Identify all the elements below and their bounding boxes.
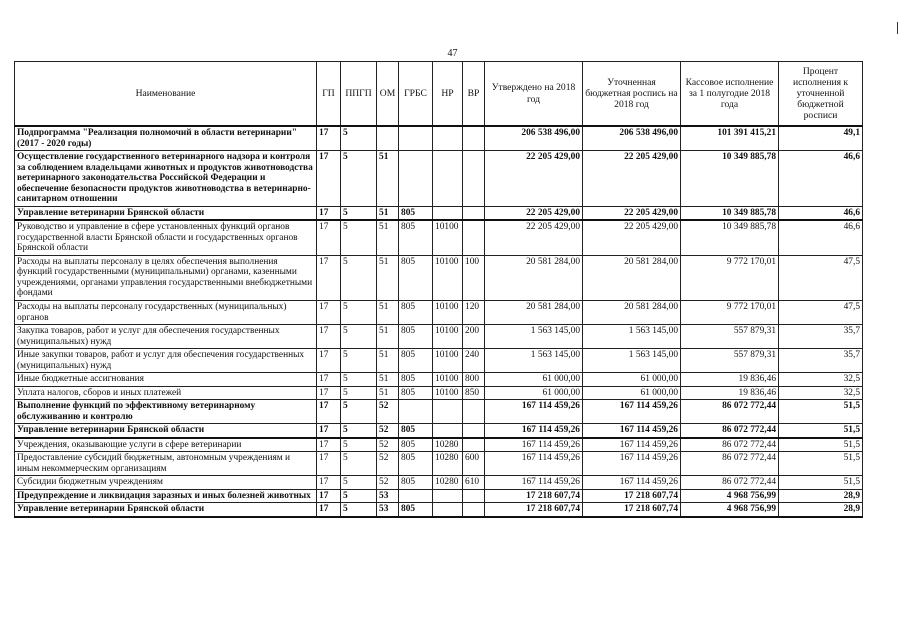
cell-name: Иные закупки товаров, работ и услуг для обеспечения государственных (муниципальных) нужд [15, 349, 317, 373]
cell-name: Расходы на выплаты персоналу государственных (муниципальных) органов [15, 300, 317, 324]
cell-cash: 4 968 756,99 [681, 503, 779, 517]
cell-grbs: 805 [399, 206, 433, 220]
cell-name: Руководство и управление в сфере установленных функций органов государственной власти Брянской области и государственных органов Брянской области [15, 220, 317, 255]
cell-approved: 17 218 607,74 [485, 489, 583, 503]
cell-percent: 51,5 [779, 476, 863, 490]
cell-nr: 10280 [433, 438, 463, 452]
cell-om: 52 [377, 424, 399, 438]
cell-grbs [399, 489, 433, 503]
cell-om: 52 [377, 400, 399, 424]
scan-edge-mark [897, 22, 898, 34]
cell-grbs: 805 [399, 349, 433, 373]
cell-percent: 51,5 [779, 438, 863, 452]
budget-execution-table [14, 61, 863, 518]
cell-percent: 28,9 [779, 503, 863, 517]
cell-name: Предупреждение и ликвидация заразных и иных болезней животных [15, 489, 317, 503]
cell-approved: 22 205 429,00 [485, 206, 583, 220]
cell-om: 51 [377, 220, 399, 255]
cell-percent: 46,6 [779, 220, 863, 255]
cell-nr: 10280 [433, 452, 463, 476]
cell-om: 52 [377, 476, 399, 490]
cell-refined: 61 000,00 [583, 386, 681, 400]
cell-refined: 22 205 429,00 [583, 151, 681, 207]
cell-cash: 9 772 170,01 [681, 255, 779, 300]
header-percent: Процент исполнения к уточненной бюджетной росписи [779, 62, 863, 127]
cell-gp: 17 [317, 489, 341, 503]
cell-gp: 17 [317, 325, 341, 349]
cell-cash: 19 836,46 [681, 373, 779, 387]
cell-vr [463, 400, 485, 424]
table-row [15, 373, 863, 387]
cell-gp: 17 [317, 220, 341, 255]
cell-cash: 19 836,46 [681, 386, 779, 400]
cell-ppgp: 5 [341, 373, 377, 387]
header-cash: Кассовое исполнение за 1 полугодие 2018 года [681, 62, 779, 127]
cell-percent: 32,5 [779, 373, 863, 387]
cell-refined: 61 000,00 [583, 373, 681, 387]
cell-om: 51 [377, 373, 399, 387]
cell-refined: 206 538 496,00 [583, 126, 681, 151]
cell-approved: 61 000,00 [485, 373, 583, 387]
cell-name: Уплата налогов, сборов и иных платежей [15, 386, 317, 400]
cell-approved: 22 205 429,00 [485, 220, 583, 255]
cell-ppgp: 5 [341, 220, 377, 255]
header-gp: ГП [317, 62, 341, 127]
cell-gp: 17 [317, 349, 341, 373]
cell-name: Учреждения, оказывающие услуги в сфере ветеринарии [15, 438, 317, 452]
cell-name: Подпрограмма "Реализация полномочий в области ветеринарии" (2017 - 2020 годы) [15, 126, 317, 151]
cell-ppgp: 5 [341, 151, 377, 207]
cell-percent: 46,6 [779, 151, 863, 207]
cell-approved: 167 114 459,26 [485, 424, 583, 438]
cell-grbs: 805 [399, 325, 433, 349]
cell-percent: 35,7 [779, 349, 863, 373]
cell-name: Расходы на выплаты персоналу в целях обеспечения выполнения функций государственными (муниципальными) органами, казенными учреждениями, органами управления государственными внебюджетными фондами [15, 255, 317, 300]
cell-ppgp: 5 [341, 349, 377, 373]
cell-name: Иные бюджетные ассигнования [15, 373, 317, 387]
table-row [15, 220, 863, 255]
cell-cash: 10 349 885,78 [681, 151, 779, 207]
table-row [15, 126, 863, 151]
cell-approved: 20 581 284,00 [485, 300, 583, 324]
cell-gp: 17 [317, 151, 341, 207]
cell-gp: 17 [317, 424, 341, 438]
cell-percent: 47,5 [779, 255, 863, 300]
cell-grbs: 805 [399, 220, 433, 255]
cell-approved: 167 114 459,26 [485, 476, 583, 490]
cell-gp: 17 [317, 400, 341, 424]
cell-nr: 10100 [433, 220, 463, 255]
cell-nr: 10100 [433, 300, 463, 324]
cell-approved: 20 581 284,00 [485, 255, 583, 300]
cell-cash: 101 391 415,21 [681, 126, 779, 151]
cell-vr: 120 [463, 300, 485, 324]
header-refined: Уточненная бюджетная роспись на 2018 год [583, 62, 681, 127]
cell-grbs: 805 [399, 373, 433, 387]
cell-vr: 610 [463, 476, 485, 490]
cell-om: 51 [377, 151, 399, 207]
cell-refined: 1 563 145,00 [583, 349, 681, 373]
table-body [15, 126, 863, 517]
cell-approved: 1 563 145,00 [485, 349, 583, 373]
header-nr: НР [433, 62, 463, 127]
table-row [15, 300, 863, 324]
cell-vr: 600 [463, 452, 485, 476]
cell-ppgp: 5 [341, 489, 377, 503]
cell-approved: 167 114 459,26 [485, 438, 583, 452]
table-row [15, 325, 863, 349]
cell-approved: 167 114 459,26 [485, 452, 583, 476]
cell-nr [433, 126, 463, 151]
cell-percent: 32,5 [779, 386, 863, 400]
cell-gp: 17 [317, 503, 341, 517]
cell-cash: 4 968 756,99 [681, 489, 779, 503]
cell-om: 51 [377, 349, 399, 373]
table-row [15, 255, 863, 300]
cell-vr: 850 [463, 386, 485, 400]
cell-gp: 17 [317, 386, 341, 400]
cell-approved: 17 218 607,74 [485, 503, 583, 517]
cell-om: 51 [377, 300, 399, 324]
cell-approved: 206 538 496,00 [485, 126, 583, 151]
cell-vr [463, 438, 485, 452]
cell-cash: 557 879,31 [681, 349, 779, 373]
table-row [15, 386, 863, 400]
cell-name: Управление ветеринарии Брянской области [15, 424, 317, 438]
cell-cash: 86 072 772,44 [681, 400, 779, 424]
cell-name: Управление ветеринарии Брянской области [15, 503, 317, 517]
cell-nr: 10100 [433, 349, 463, 373]
cell-nr: 10100 [433, 373, 463, 387]
cell-approved: 22 205 429,00 [485, 151, 583, 207]
cell-gp: 17 [317, 300, 341, 324]
cell-refined: 167 114 459,26 [583, 476, 681, 490]
header-ppgp: ППГП [341, 62, 377, 127]
cell-grbs: 805 [399, 476, 433, 490]
cell-gp: 17 [317, 206, 341, 220]
cell-nr [433, 489, 463, 503]
cell-om: 53 [377, 489, 399, 503]
cell-vr [463, 489, 485, 503]
cell-nr: 10100 [433, 386, 463, 400]
table-row [15, 503, 863, 517]
cell-vr [463, 424, 485, 438]
cell-percent: 46,6 [779, 206, 863, 220]
cell-refined: 1 563 145,00 [583, 325, 681, 349]
cell-ppgp: 5 [341, 325, 377, 349]
cell-percent: 47,5 [779, 300, 863, 324]
table-row [15, 452, 863, 476]
cell-cash: 86 072 772,44 [681, 452, 779, 476]
cell-grbs: 805 [399, 503, 433, 517]
table-row [15, 206, 863, 220]
cell-grbs: 805 [399, 255, 433, 300]
cell-nr: 10280 [433, 476, 463, 490]
cell-percent: 35,7 [779, 325, 863, 349]
cell-grbs: 805 [399, 424, 433, 438]
cell-vr [463, 151, 485, 207]
cell-nr [433, 503, 463, 517]
header-om: ОМ [377, 62, 399, 127]
cell-gp: 17 [317, 438, 341, 452]
cell-percent: 51,5 [779, 452, 863, 476]
cell-gp: 17 [317, 255, 341, 300]
cell-refined: 167 114 459,26 [583, 452, 681, 476]
cell-nr [433, 206, 463, 220]
table-row [15, 438, 863, 452]
cell-approved: 61 000,00 [485, 386, 583, 400]
cell-ppgp: 5 [341, 300, 377, 324]
cell-om: 51 [377, 206, 399, 220]
cell-grbs [399, 400, 433, 424]
cell-vr: 800 [463, 373, 485, 387]
cell-ppgp: 5 [341, 126, 377, 151]
cell-cash: 10 349 885,78 [681, 206, 779, 220]
cell-percent: 28,9 [779, 489, 863, 503]
cell-approved: 167 114 459,26 [485, 400, 583, 424]
cell-gp: 17 [317, 452, 341, 476]
cell-percent: 49,1 [779, 126, 863, 151]
cell-grbs [399, 126, 433, 151]
header-vr: ВР [463, 62, 485, 127]
cell-cash: 86 072 772,44 [681, 424, 779, 438]
cell-om: 51 [377, 255, 399, 300]
cell-cash: 10 349 885,78 [681, 220, 779, 255]
cell-ppgp: 5 [341, 255, 377, 300]
table-row [15, 400, 863, 424]
cell-vr [463, 220, 485, 255]
cell-om: 51 [377, 386, 399, 400]
cell-vr [463, 126, 485, 151]
cell-ppgp: 5 [341, 424, 377, 438]
page-number: 47 [447, 48, 458, 59]
cell-vr [463, 503, 485, 517]
cell-ppgp: 5 [341, 438, 377, 452]
table-row [15, 476, 863, 490]
cell-nr [433, 151, 463, 207]
cell-refined: 20 581 284,00 [583, 255, 681, 300]
table-row [15, 489, 863, 503]
cell-nr: 10100 [433, 255, 463, 300]
cell-cash: 86 072 772,44 [681, 476, 779, 490]
cell-name: Субсидии бюджетным учреждениям [15, 476, 317, 490]
table-row [15, 151, 863, 207]
cell-vr [463, 206, 485, 220]
cell-gp: 17 [317, 126, 341, 151]
cell-om [377, 126, 399, 151]
cell-gp: 17 [317, 373, 341, 387]
header-row [15, 62, 863, 127]
cell-refined: 167 114 459,26 [583, 438, 681, 452]
cell-refined: 22 205 429,00 [583, 206, 681, 220]
cell-vr: 100 [463, 255, 485, 300]
cell-ppgp: 5 [341, 452, 377, 476]
cell-refined: 22 205 429,00 [583, 220, 681, 255]
table-row [15, 349, 863, 373]
cell-grbs: 805 [399, 452, 433, 476]
cell-refined: 17 218 607,74 [583, 489, 681, 503]
header-grbs: ГРБС [399, 62, 433, 127]
cell-om: 52 [377, 452, 399, 476]
cell-nr [433, 424, 463, 438]
cell-grbs: 805 [399, 438, 433, 452]
cell-refined: 20 581 284,00 [583, 300, 681, 324]
cell-nr: 10100 [433, 325, 463, 349]
cell-vr: 240 [463, 349, 485, 373]
cell-cash: 9 772 170,01 [681, 300, 779, 324]
cell-percent: 51,5 [779, 400, 863, 424]
cell-ppgp: 5 [341, 206, 377, 220]
cell-om: 51 [377, 325, 399, 349]
cell-name: Осуществление государственного ветеринарного надзора и контроля за соблюдением владельцами животных и продуктов животноводства ветеринарного законодательства Российской Федерации и обеспечение безопасности продуктов животноводства в ветеринарно-санитарном отношении [15, 151, 317, 207]
header-approved: Утверждено на 2018 год [485, 62, 583, 127]
cell-cash: 557 879,31 [681, 325, 779, 349]
cell-vr: 200 [463, 325, 485, 349]
cell-nr [433, 400, 463, 424]
cell-grbs [399, 151, 433, 207]
header-name: Наименование [15, 62, 317, 127]
cell-name: Закупка товаров, работ и услуг для обеспечения государственных (муниципальных) нужд [15, 325, 317, 349]
cell-percent: 51,5 [779, 424, 863, 438]
cell-ppgp: 5 [341, 503, 377, 517]
cell-name: Управление ветеринарии Брянской области [15, 206, 317, 220]
cell-refined: 167 114 459,26 [583, 424, 681, 438]
cell-name: Выполнение функций по эффективному ветеринарному обслуживанию и контролю [15, 400, 317, 424]
cell-refined: 17 218 607,74 [583, 503, 681, 517]
cell-om: 52 [377, 438, 399, 452]
cell-refined: 167 114 459,26 [583, 400, 681, 424]
cell-name: Предоставление субсидий бюджетным, автономным учреждениям и иным некоммерческим организациям [15, 452, 317, 476]
cell-ppgp: 5 [341, 476, 377, 490]
cell-gp: 17 [317, 476, 341, 490]
cell-grbs: 805 [399, 386, 433, 400]
cell-cash: 86 072 772,44 [681, 438, 779, 452]
cell-ppgp: 5 [341, 386, 377, 400]
cell-approved: 1 563 145,00 [485, 325, 583, 349]
cell-grbs: 805 [399, 300, 433, 324]
table-row [15, 424, 863, 438]
cell-om: 53 [377, 503, 399, 517]
cell-ppgp: 5 [341, 400, 377, 424]
